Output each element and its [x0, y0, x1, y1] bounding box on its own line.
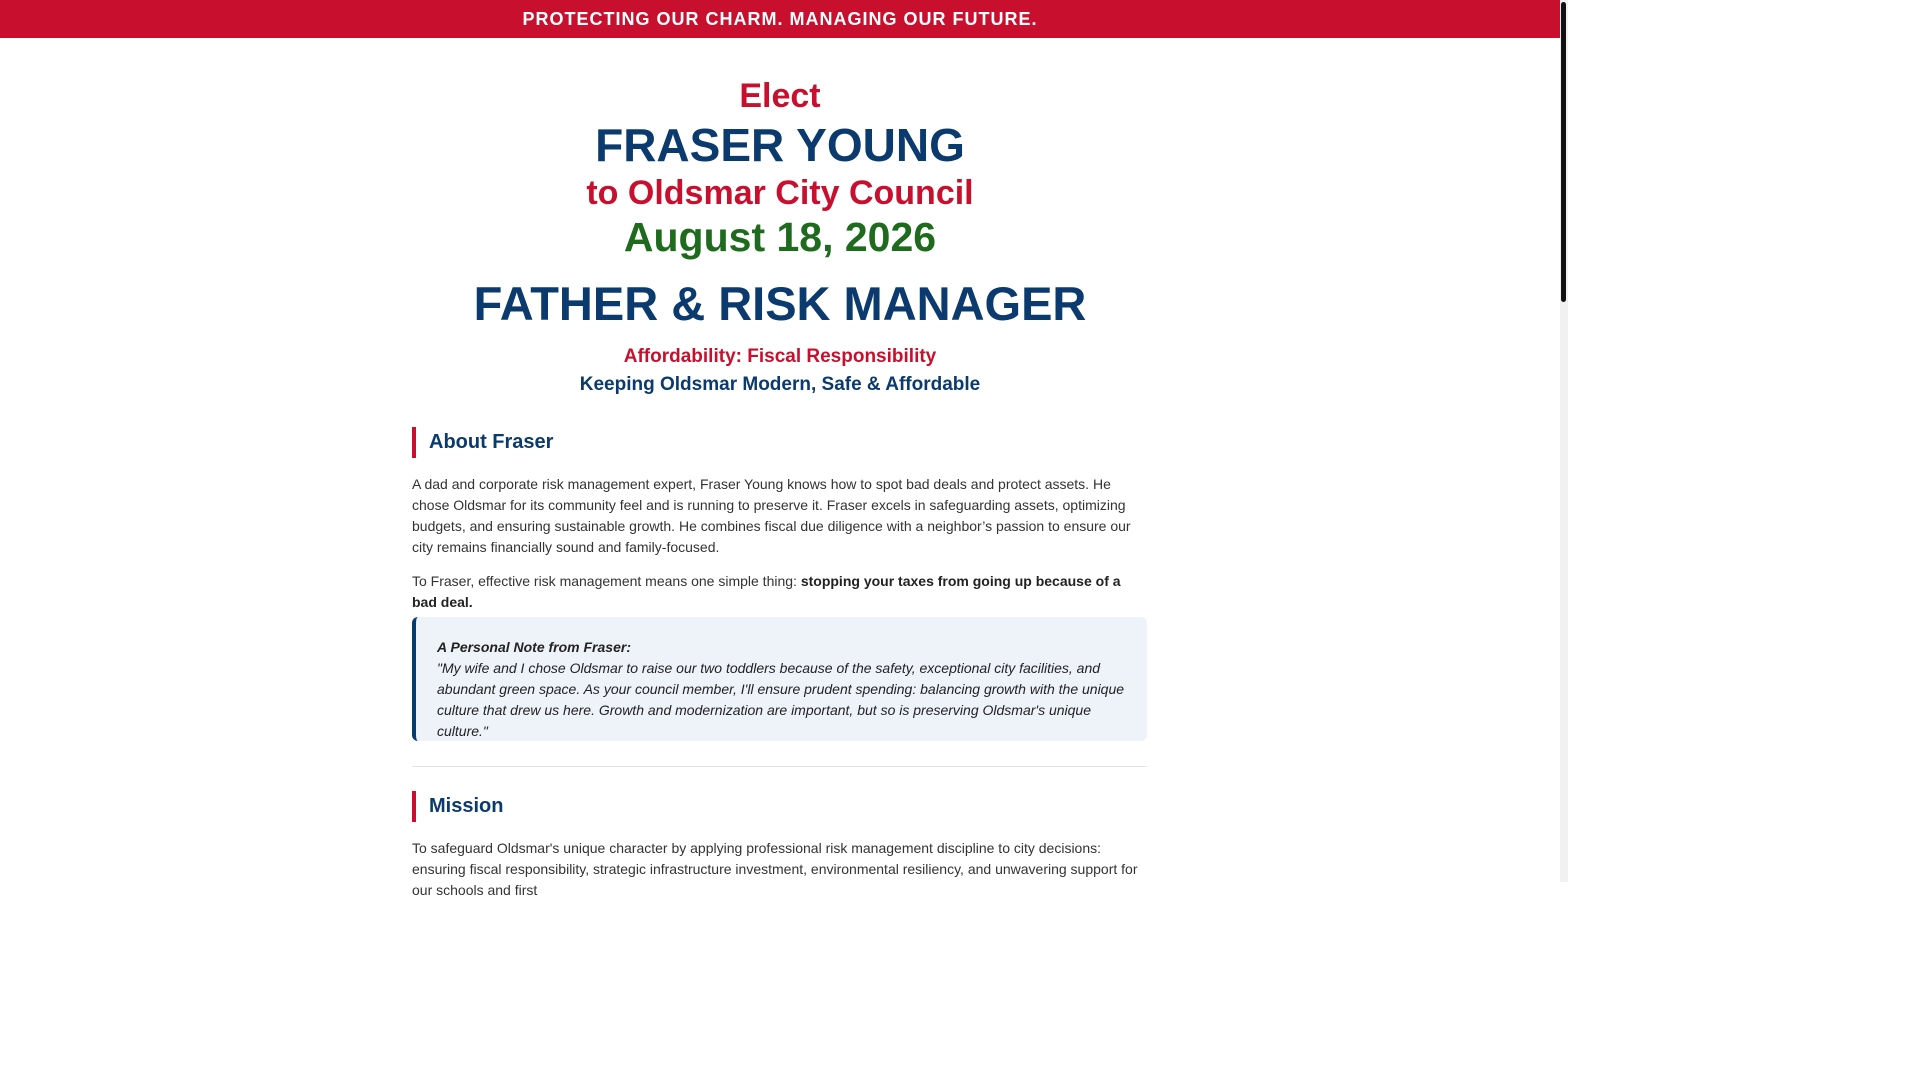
personal-note	[412, 617, 1147, 741]
personal-note-title: A Personal Note from Fraser:	[437, 639, 631, 655]
hero-office: to Oldsmar City Council	[586, 174, 974, 212]
hero-candidate-name: FRASER YOUNG	[595, 119, 965, 171]
about-section	[412, 427, 1147, 458]
scrollbar-thumb[interactable]	[1561, 2, 1566, 302]
banner-text: PROTECTING OUR CHARM. MANAGING OUR FUTURE.	[522, 8, 1038, 29]
mission-section	[412, 791, 1147, 822]
hero-elect: Elect	[739, 77, 821, 115]
section-divider	[412, 766, 1147, 767]
about-paragraph-2	[412, 571, 1147, 613]
about-paragraph-2-lead: To Fraser, effective risk management means one simple thing:	[412, 573, 801, 589]
mission-heading: Mission	[412, 791, 1147, 822]
about-paragraph-2-emphasis: stopping your taxes from going up because of a bad deal.	[412, 573, 1121, 610]
hero-subtitle-modern: Keeping Oldsmar Modern, Safe & Affordable	[579, 374, 981, 395]
about-paragraph-1: A dad and corporate risk management expert, Fraser Young knows how to spot bad deals and protect assets. He chose Oldsmar for its community feel and is running to preserve it. Fraser excels in safeguarding assets, optimizing budgets, and ensuring sustainable growth. He combines fiscal due diligence with a neighbor’s passion to ensure our city remains financially sound and family-focused.	[412, 476, 1131, 555]
personal-note-quote: "My wife and I chose Oldsmar to raise our two toddlers because of the safety, exceptional city facilities, and abundant green space. As your council member, I'll ensure prudent spending: balancing growth with the unique culture that drew us here. Growth and modernization are important, but so is preserving Oldsmar's unique culture."	[437, 660, 1125, 739]
about-heading: About Fraser	[412, 427, 1147, 458]
hero-tagline: FATHER & RISK MANAGER	[473, 277, 1087, 330]
hero-subtitle-affordability: Affordability: Fiscal Responsibility	[623, 346, 937, 367]
mission-paragraph: To safeguard Oldsmar's unique character by applying professional risk management discipline to city decisions: ensuring fiscal responsibility, strategic infrastructure investment, environmental resiliency, and unwavering support for our schools and first	[412, 840, 1138, 898]
hero-election-date: August 18, 2026	[623, 214, 937, 260]
top-banner	[0, 0, 1560, 38]
